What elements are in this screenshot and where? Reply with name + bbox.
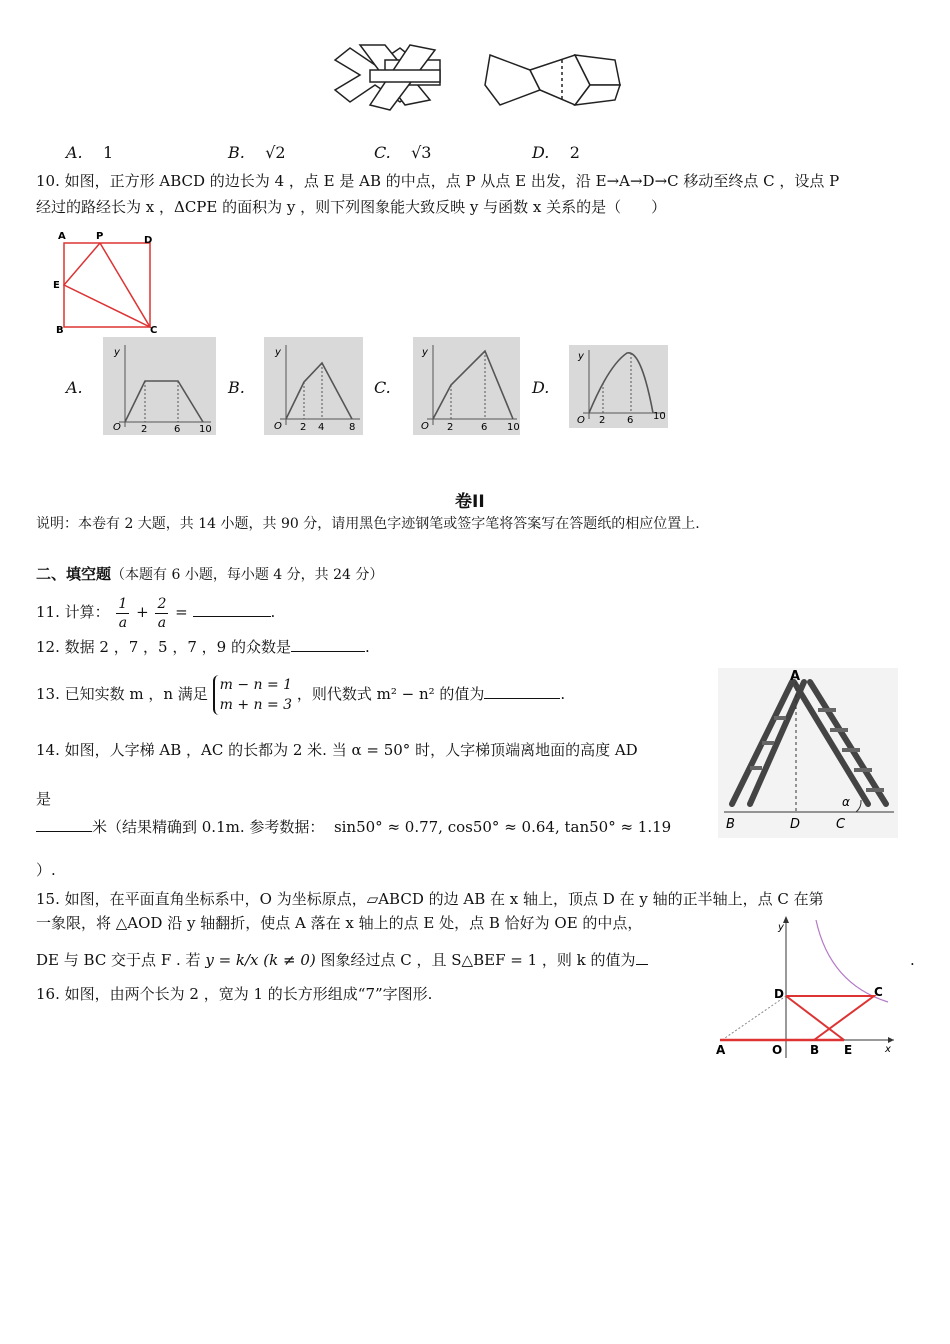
- sq-label-e: E: [53, 280, 60, 291]
- q14-line4: ）.: [36, 861, 56, 879]
- q10-choice-c-letter: C.: [374, 378, 391, 397]
- svg-text:B: B: [810, 1043, 820, 1057]
- q9-choice-a: A. 1: [66, 143, 114, 162]
- sq-label-b: B: [56, 325, 64, 336]
- sq-label-c: C: [150, 325, 158, 336]
- q15-end: .: [910, 951, 915, 969]
- q9-figure: [330, 40, 630, 120]
- q14-line3: 米（结果精确到 0.1m. 参考数据： sin50° ≈ 0.77, cos50° ≈ 0.64, tan50° ≈ 1.19: [36, 817, 671, 837]
- svg-text:D: D: [790, 817, 801, 832]
- q14-line2: 是: [36, 790, 52, 808]
- svg-text:y: y: [778, 922, 784, 933]
- svg-text:2: 2: [141, 424, 148, 435]
- svg-text:4: 4: [318, 422, 325, 433]
- q15-line2: 一象限，将 △AOD 沿 y 轴翻折，使点 A 落在 x 轴上的点 E 处，点 B 恰好为 OE 的中点，: [36, 914, 643, 932]
- svg-text:y: y: [114, 347, 120, 358]
- q15-line1: 15. 如图，在平面直角坐标系中，O 为坐标原点，▱ABCD 的边 AB 在 x 轴上，顶点 D 在 y 轴的正半轴上，点 C 在第: [36, 890, 824, 908]
- q10-graph-d: [569, 345, 668, 428]
- svg-text:O: O: [421, 421, 429, 432]
- q15-line3: DE 与 BC 交于点 F . 若 y = k/x (k ≠ 0) 图象经过点 C ，且 S△BEF = 1 ，则 k 的值为: [36, 950, 648, 970]
- svg-text:B: B: [726, 817, 735, 832]
- q9-choice-d: D. 2: [532, 143, 580, 162]
- q12-answer-blank[interactable]: [291, 637, 365, 652]
- q10-line1: 10. 如图，正方形 ABCD 的边长为 4 ，点 E 是 AB 的中点，点 P 从点 E 出发，沿 E→A→D→C 移动至终点 C ，设点 P: [36, 172, 840, 190]
- q10-graph-a: [103, 337, 216, 435]
- part2-title: 卷II: [455, 492, 485, 512]
- svg-text:C: C: [874, 985, 883, 999]
- q11-answer-blank[interactable]: [193, 602, 271, 617]
- q13: 13. 已知实数 m ，n 满足 m − n = 1 m + n = 3 ，则代数式 m² − n² 的值为 .: [36, 677, 566, 713]
- q14-answer-blank[interactable]: [36, 817, 92, 832]
- svg-text:x: x: [885, 1044, 891, 1055]
- svg-text:D: D: [774, 987, 784, 1001]
- sq-label-d: D: [144, 235, 153, 246]
- svg-text:O: O: [113, 422, 121, 433]
- svg-text:2: 2: [447, 422, 454, 433]
- q10-graph-c: [413, 337, 520, 435]
- q12: 12. 数据 2 ，7 ，5 ，7 ，9 的众数是 .: [36, 638, 370, 656]
- svg-text:A: A: [790, 669, 801, 684]
- svg-text:2: 2: [300, 422, 307, 433]
- q14-ladder-figure: [718, 668, 898, 838]
- svg-text:y: y: [275, 347, 281, 358]
- q15-answer-blank[interactable]: [636, 950, 648, 965]
- svg-text:A: A: [716, 1043, 726, 1057]
- q10-choice-b-letter: B.: [228, 378, 245, 397]
- svg-text:E: E: [844, 1043, 853, 1057]
- q10-choice-a-letter: A.: [66, 378, 83, 397]
- section2-heading: 二、填空题（本题有 6 小题，每小题 4 分，共 24 分）: [36, 565, 384, 583]
- svg-text:10: 10: [507, 422, 520, 433]
- svg-text:8: 8: [349, 422, 356, 433]
- q10-graph-b: [264, 337, 363, 435]
- q9-choice-c: C. √3: [374, 143, 432, 162]
- svg-text:O: O: [577, 415, 585, 426]
- svg-text:2: 2: [599, 415, 606, 426]
- sq-label-a: A: [58, 231, 66, 242]
- svg-text:6: 6: [174, 424, 181, 435]
- svg-text:y: y: [578, 351, 584, 362]
- svg-text:C: C: [836, 817, 846, 832]
- q11: 11. 计算： $\frac{1}{a}$ + $\frac{2}{a}$ = .: [36, 595, 276, 631]
- q10-choice-d-letter: D.: [532, 378, 550, 397]
- q10-line2: 经过的路经长为 x ，ΔCPE 的面积为 y ，则下列图象能大致反映 y 与函数 x 关系的是（ ）: [36, 198, 667, 216]
- svg-text:O: O: [274, 421, 282, 432]
- q14-line1: 14. 如图，人字梯 AB ，AC 的长都为 2 米. 当 α = 50° 时，人字梯顶端离地面的高度 AD: [36, 741, 638, 759]
- svg-text:6: 6: [481, 422, 488, 433]
- svg-text:O: O: [772, 1043, 783, 1057]
- q15-figure: [712, 912, 898, 1062]
- svg-text:α: α: [842, 795, 850, 809]
- svg-text:6: 6: [627, 415, 634, 426]
- svg-text:10: 10: [653, 411, 666, 422]
- q10-square-figure: [50, 228, 170, 338]
- q16: 16. 如图，由两个长为 2 ，宽为 1 的长方形组成“7”字图形.: [36, 985, 433, 1003]
- svg-text:10: 10: [199, 424, 212, 435]
- q13-answer-blank[interactable]: [484, 684, 560, 699]
- part2-note: 说明：本卷有 2 大题，共 14 小题，共 90 分，请用黑色字迹钢笔或签字笔将答案写在答题纸的相应位置上.: [36, 516, 700, 532]
- q9-choice-b: B. √2: [228, 143, 286, 162]
- sq-label-p: P: [96, 231, 104, 242]
- svg-text:y: y: [422, 347, 428, 358]
